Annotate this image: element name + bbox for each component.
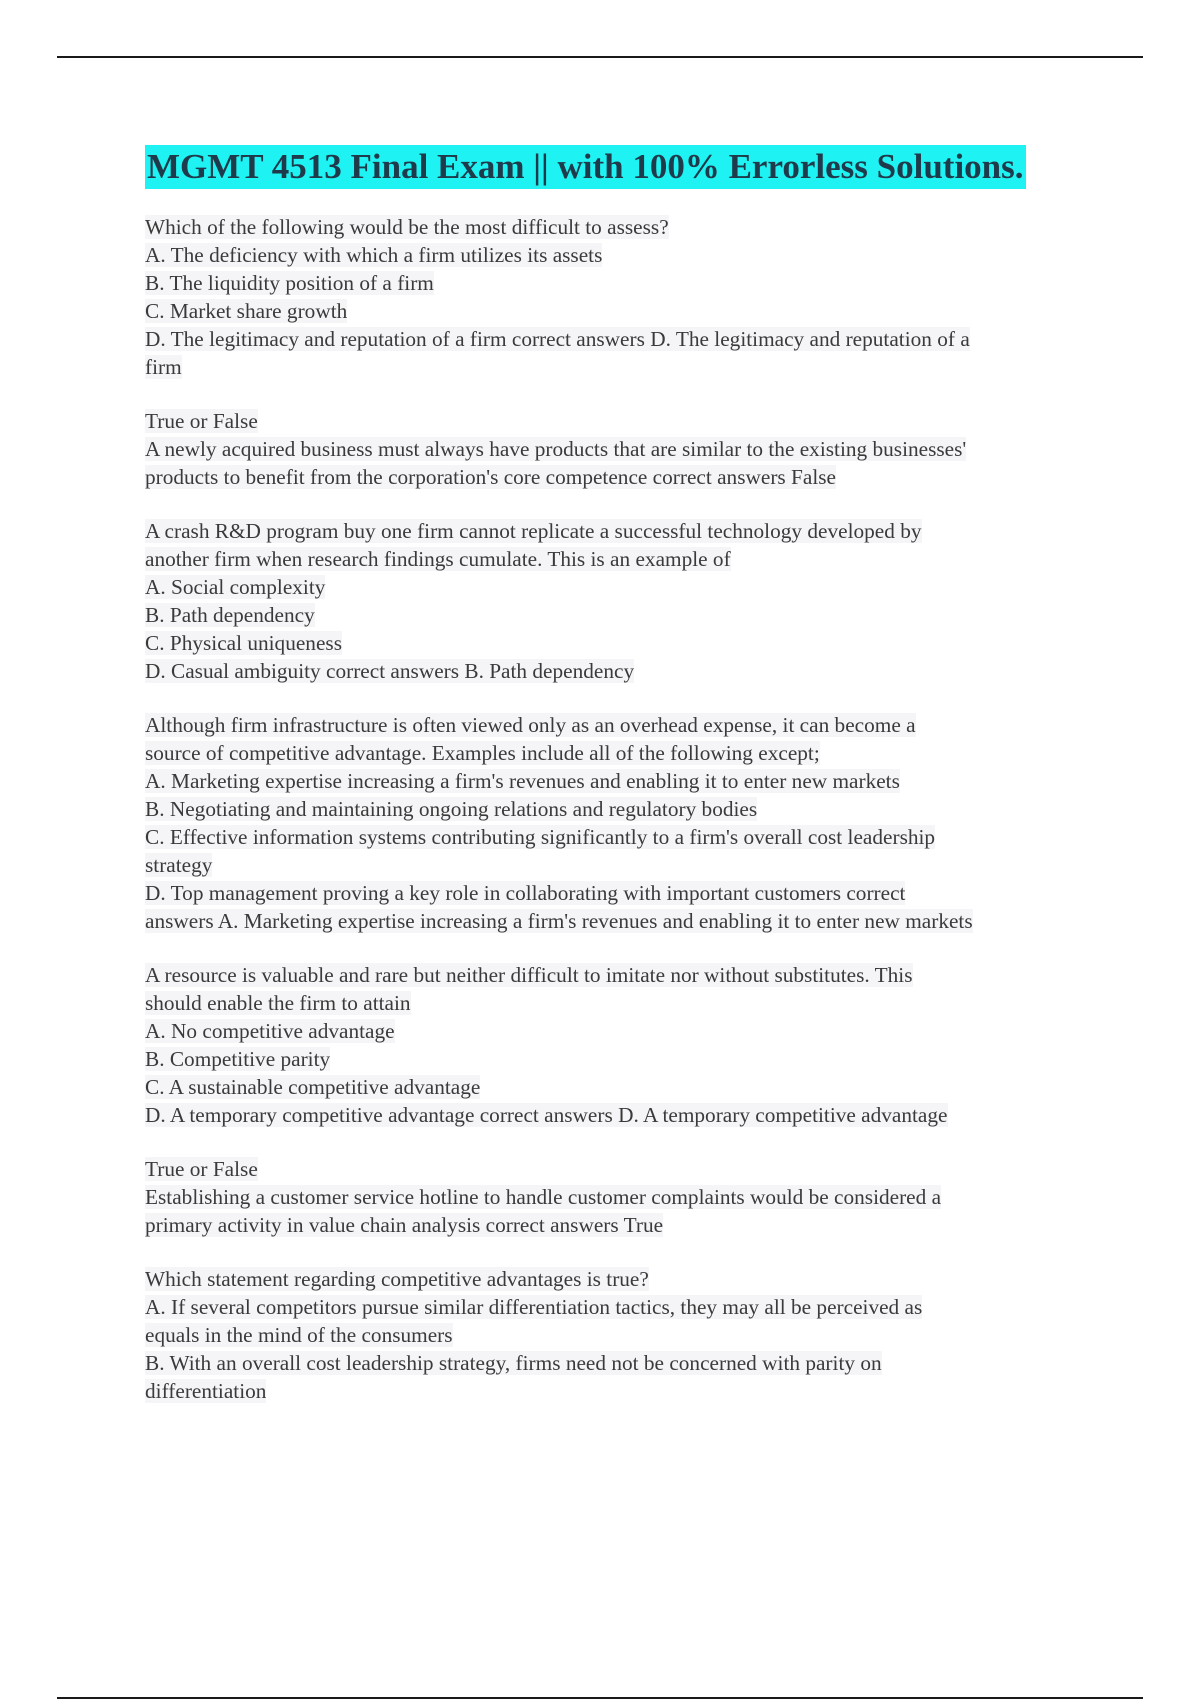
question-line [145, 269, 1095, 297]
question-line-text: A. If several competitors pursue similar differentiation tactics, they may all be perceived as [145, 1295, 923, 1319]
question-line-text: Establishing a customer service hotline to handle customer complaints would be considered a [145, 1185, 942, 1209]
question-line-text: D. Casual ambiguity correct answers B. Path dependency [145, 659, 635, 683]
question-line-text: True or False [145, 1157, 258, 1181]
question-line-text: B. Path dependency [145, 603, 315, 627]
question-line [145, 795, 1095, 823]
question-line [145, 1211, 1095, 1239]
question-line-text: C. A sustainable competitive advantage [145, 1075, 481, 1099]
question-line [145, 851, 1095, 879]
question-line [145, 879, 1095, 907]
question-line [145, 1183, 1095, 1211]
document-title: MGMT 4513 Final Exam || with 100% Errorless Solutions. [145, 145, 1026, 189]
question-line [145, 407, 1095, 435]
question-line-text: Which statement regarding competitive advantages is true? [145, 1267, 649, 1291]
question-line-text: B. Competitive parity [145, 1047, 331, 1071]
question-line [145, 325, 1095, 353]
question-line [145, 573, 1095, 601]
question-line [145, 711, 1095, 739]
question-block [145, 213, 1095, 381]
question-line [145, 1101, 1095, 1129]
question-line [145, 1073, 1095, 1101]
question-line [145, 657, 1095, 685]
question-line [145, 435, 1095, 463]
question-block [145, 517, 1095, 685]
question-line [145, 1045, 1095, 1073]
question-line [145, 1017, 1095, 1045]
question-line-text: A. The deficiency with which a firm utilizes its assets [145, 243, 603, 267]
question-block [145, 407, 1095, 491]
question-line [145, 517, 1095, 545]
top-rule [57, 56, 1143, 58]
question-line-text: A crash R&D program buy one firm cannot replicate a successful technology developed by [145, 519, 922, 543]
question-list [145, 213, 1095, 1405]
question-line-text: primary activity in value chain analysis correct answers True [145, 1213, 664, 1237]
question-line-text: A. No competitive advantage [145, 1019, 395, 1043]
question-line-text: D. Top management proving a key role in collaborating with important customers correct [145, 881, 906, 905]
question-line-text: B. Negotiating and maintaining ongoing relations and regulatory bodies [145, 797, 758, 821]
question-line [145, 241, 1095, 269]
question-line-text: another firm when research findings cumulate. This is an example of [145, 547, 731, 571]
question-line [145, 213, 1095, 241]
question-line [145, 989, 1095, 1017]
question-line [145, 629, 1095, 657]
question-line [145, 1321, 1095, 1349]
question-line-text: source of competitive advantage. Examples include all of the following except; [145, 741, 820, 765]
bottom-rule [57, 1697, 1143, 1699]
question-line [145, 1349, 1095, 1377]
question-block [145, 711, 1095, 935]
question-line [145, 1293, 1095, 1321]
question-line-text: should enable the firm to attain [145, 991, 411, 1015]
question-line-text: products to benefit from the corporation's core competence correct answers False [145, 465, 836, 489]
question-line-text: answers A. Marketing expertise increasing a firm's revenues and enabling it to enter new markets [145, 909, 973, 933]
document-body [145, 145, 1095, 1405]
question-line-text: B. The liquidity position of a firm [145, 271, 434, 295]
question-line-text: True or False [145, 409, 258, 433]
question-line-text: differentiation [145, 1379, 267, 1403]
question-line-text: D. The legitimacy and reputation of a firm correct answers D. The legitimacy and reputation of a [145, 327, 970, 351]
question-line-text: Although firm infrastructure is often viewed only as an overhead expense, it can become a [145, 713, 916, 737]
question-line-text: C. Market share growth [145, 299, 348, 323]
question-line [145, 961, 1095, 989]
question-line-text: A newly acquired business must always have products that are similar to the existing businesses' [145, 437, 967, 461]
question-line-text: Which of the following would be the most difficult to assess? [145, 215, 669, 239]
question-line [145, 1265, 1095, 1293]
question-line-text: C. Effective information systems contributing significantly to a firm's overall cost leadership [145, 825, 936, 849]
question-block [145, 961, 1095, 1129]
question-line-text: A resource is valuable and rare but neither difficult to imitate nor without substitutes. This [145, 963, 913, 987]
question-line-text: B. With an overall cost leadership strategy, firms need not be concerned with parity on [145, 1351, 882, 1375]
question-line-text: A. Marketing expertise increasing a firm's revenues and enabling it to enter new markets [145, 769, 900, 793]
question-line [145, 1155, 1095, 1183]
question-line [145, 353, 1095, 381]
question-line-text: equals in the mind of the consumers [145, 1323, 453, 1347]
question-line-text: D. A temporary competitive advantage correct answers D. A temporary competitive advantage [145, 1103, 948, 1127]
question-block [145, 1155, 1095, 1239]
question-line-text: A. Social complexity [145, 575, 326, 599]
question-line [145, 463, 1095, 491]
question-line-text: strategy [145, 853, 213, 877]
question-line [145, 767, 1095, 795]
question-line [145, 907, 1095, 935]
question-line [145, 545, 1095, 573]
question-line-text: C. Physical uniqueness [145, 631, 342, 655]
question-block [145, 1265, 1095, 1405]
question-line-text: firm [145, 355, 182, 379]
question-line [145, 297, 1095, 325]
question-line [145, 823, 1095, 851]
question-line [145, 1377, 1095, 1405]
question-line [145, 739, 1095, 767]
question-line [145, 601, 1095, 629]
